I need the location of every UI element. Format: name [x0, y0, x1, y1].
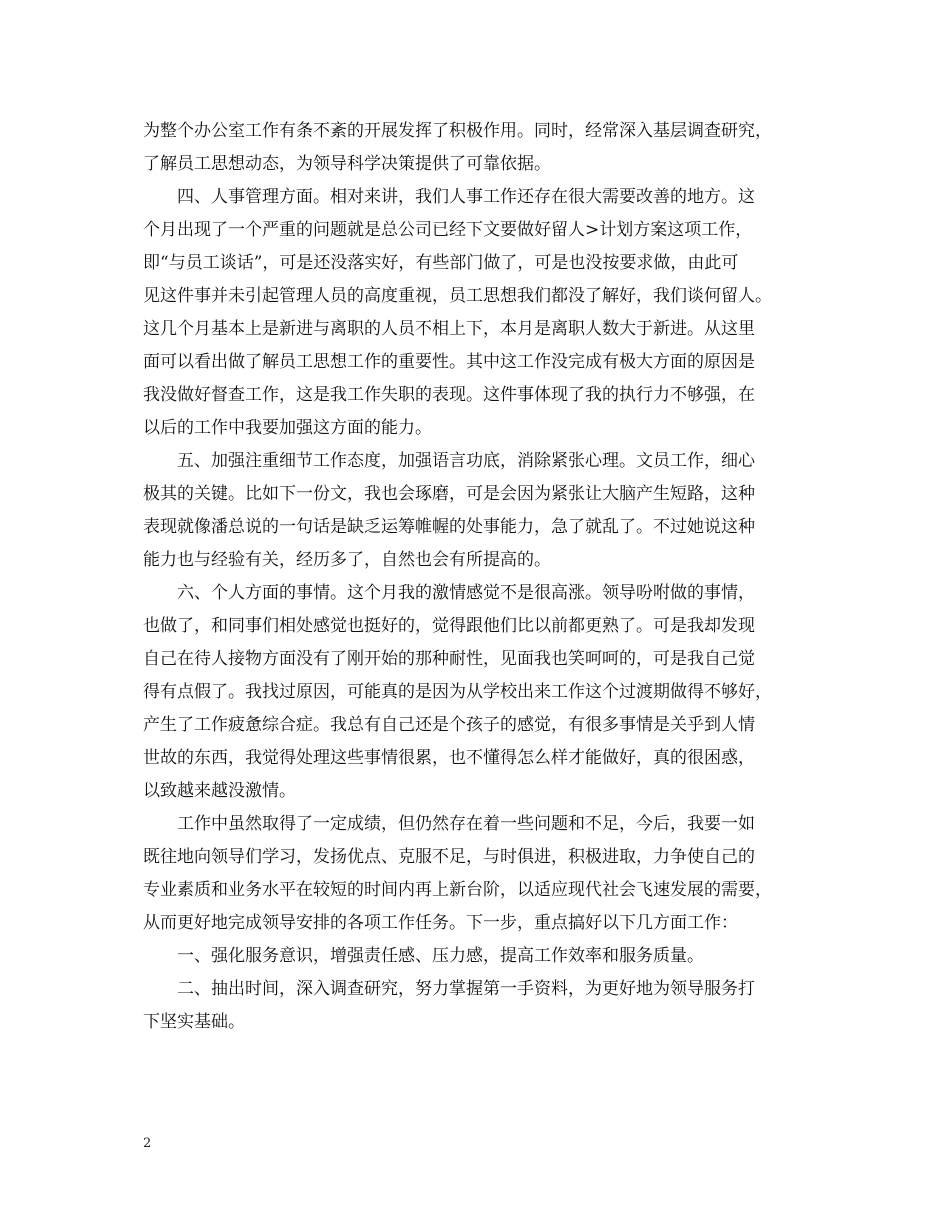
text-line: 极其的关键。比如下一份文，我也会琢磨，可是会因为紧张让大脑产生短路，这种	[143, 484, 755, 504]
text-line: 面可以看出做了解员工思想工作的重要性。其中这工作没完成有极大方面的原因是	[143, 352, 755, 372]
text-line: 即“与员工谈话”，可是还没落实好，有些部门做了，可是也没按要求做，由此可	[143, 253, 739, 273]
text-line: 表现就像潘总说的一句话是缺乏运筹帷幄的处事能力，急了就乱了。不过她说这种	[143, 517, 755, 537]
text-line: 下坚实基础。	[143, 1012, 245, 1032]
page-number: 2	[143, 1136, 152, 1151]
text-line: 六、个人方面的事情。这个月我的激情感觉不是很高涨。领导吩咐做的事情，	[177, 583, 755, 603]
text-line: 个月出现了一个严重的问题就是总公司已经下文要做好留人>计划方案这项工作，	[143, 220, 753, 240]
text-line: 五、加强注重细节工作态度，加强语言功底，消除紧张心理。文员工作，细心	[177, 451, 755, 471]
text-line: 了解员工思想动态，为领导科学决策提供了可靠依据。	[143, 154, 551, 174]
text-line: 这几个月基本上是新进与离职的人员不相上下，本月是离职人数大于新进。从这里	[143, 319, 755, 339]
text-line: 也做了，和同事们相处感觉也挺好的，觉得跟他们比以前都更熟了。可是我却发现	[143, 616, 755, 636]
text-line: 以后的工作中我要加强这方面的能力。	[143, 418, 432, 438]
text-line: 世故的东西，我觉得处理这些事情很累，也不懂得怎么样才能做好，真的很困惑，	[143, 748, 755, 768]
text-line: 为整个办公室工作有条不紊的开展发挥了积极作用。同时，经常深入基层调查研究，	[143, 121, 772, 141]
text-line: 工作中虽然取得了一定成绩，但仍然存在着一些问题和不足，今后，我要一如	[177, 814, 755, 834]
text-line: 四、人事管理方面。相对来讲，我们人事工作还存在很大需要改善的地方。这	[177, 187, 755, 207]
text-line: 得有点假了。我找过原因，可能真的是因为从学校出来工作这个过渡期做得不够好，	[143, 682, 772, 702]
text-line: 以致越来越没激情。	[143, 781, 296, 801]
text-line: 自己在待人接物方面没有了刚开始的那种耐性，见面我也笑呵呵的，可是我自己觉	[143, 649, 755, 669]
text-line: 能力也与经验有关，经历多了，自然也会有所提高的。	[143, 550, 551, 570]
text-line: 产生了工作疲惫综合症。我总有自己还是个孩子的感觉，有很多事情是关乎到人情	[143, 715, 755, 735]
text-line: 专业素质和业务水平在较短的时间内再上新台阶，以适应现代社会飞速发展的需要，	[143, 880, 772, 900]
text-line: 一、强化服务意识，增强责任感、压力感，提高工作效率和服务质量。	[177, 946, 704, 966]
text-line: 二、抽出时间，深入调查研究，努力掌握第一手资料，为更好地为领导服务打	[177, 979, 755, 999]
body-text	[143, 115, 833, 1039]
text-line: 我没做好督查工作，这是我工作失职的表现。这件事体现了我的执行力不够强，在	[143, 385, 755, 405]
text-line: 既往地向领导们学习，发扬优点、克服不足，与时俱进，积极进取，力争使自己的	[143, 847, 755, 867]
text-line: 从而更好地完成领导安排的各项工作任务。下一步，重点搞好以下几方面工作：	[143, 913, 738, 933]
text-line: 见这件事并未引起管理人员的高度重视，员工思想我们都没了解好，我们谈何留人。	[143, 286, 772, 306]
